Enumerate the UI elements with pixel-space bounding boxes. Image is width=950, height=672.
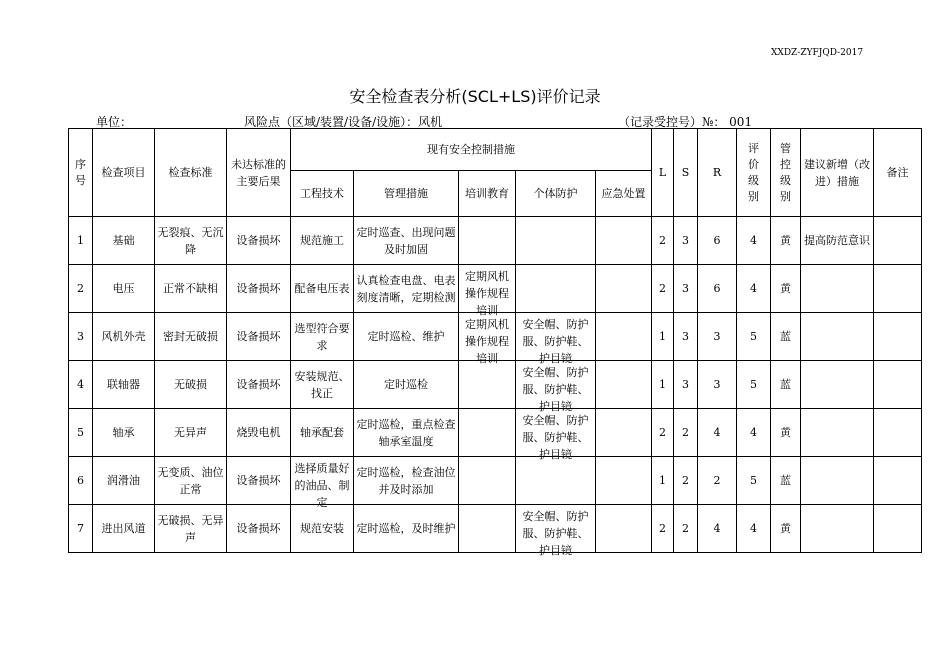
cell-level: 4 xyxy=(737,505,771,553)
cell-R: 6 xyxy=(698,265,737,313)
cell-mgmt: 定时巡查、出现问题及时加固 xyxy=(354,217,459,265)
header-control: 管控级别 xyxy=(771,129,801,217)
cell-seq: 6 xyxy=(69,457,93,505)
cell-remark xyxy=(874,505,922,553)
cell-control: 黄 xyxy=(771,409,801,457)
cell-mgmt: 定时巡检、维护 xyxy=(354,313,459,361)
cell-train: 定期风机操作规程培训 xyxy=(459,313,516,361)
table-row xyxy=(69,361,922,409)
cell-mgmt: 定时巡检，及时维护 xyxy=(354,505,459,553)
cell-L: 1 xyxy=(652,313,674,361)
cell-L: 1 xyxy=(652,361,674,409)
cell-mgmt: 定时巡检，重点检查轴承室温度 xyxy=(354,409,459,457)
cell-remark xyxy=(874,265,922,313)
cell-emerg xyxy=(596,313,652,361)
cell-control: 黄 xyxy=(771,265,801,313)
cell-mgmt: 定时巡检 xyxy=(354,361,459,409)
cell-train: 定期风机操作规程培训 xyxy=(459,265,516,313)
cell-seq: 7 xyxy=(69,505,93,553)
cell-consequence: 设备损坏 xyxy=(227,313,291,361)
cell-standard: 无裂痕、无沉降 xyxy=(155,217,227,265)
cell-suggest xyxy=(801,457,874,505)
cell-emerg xyxy=(596,505,652,553)
cell-remark xyxy=(874,457,922,505)
cell-train xyxy=(459,457,516,505)
cell-consequence: 烧毁电机 xyxy=(227,409,291,457)
document-code: XXDZ-ZYFJQD-2017 xyxy=(771,48,864,58)
header-item: 检查项目 xyxy=(93,129,155,217)
cell-level: 5 xyxy=(737,313,771,361)
cell-ppe: 安全帽、防护服、防护鞋、护目镜 xyxy=(516,505,596,553)
cell-remark xyxy=(874,217,922,265)
cell-suggest: 提高防范意识 xyxy=(801,217,874,265)
cell-seq: 4 xyxy=(69,361,93,409)
header-consequence: 未达标准的主要后果 xyxy=(227,129,291,217)
cell-seq: 5 xyxy=(69,409,93,457)
cell-emerg xyxy=(596,361,652,409)
header-remark: 备注 xyxy=(874,129,922,217)
cell-control: 黄 xyxy=(771,217,801,265)
cell-L: 2 xyxy=(652,265,674,313)
cell-S: 2 xyxy=(674,409,698,457)
cell-suggest xyxy=(801,313,874,361)
cell-R: 4 xyxy=(698,505,737,553)
cell-S: 2 xyxy=(674,457,698,505)
cell-ppe xyxy=(516,265,596,313)
cell-emerg xyxy=(596,409,652,457)
cell-remark xyxy=(874,409,922,457)
cell-eng: 配备电压表 xyxy=(291,265,354,313)
cell-R: 6 xyxy=(698,217,737,265)
cell-suggest xyxy=(801,265,874,313)
cell-mgmt: 认真检查电盘、电表刻度清晰，定期检测 xyxy=(354,265,459,313)
cell-train xyxy=(459,217,516,265)
cell-emerg xyxy=(596,457,652,505)
table-row xyxy=(69,409,922,457)
header-standard: 检查标准 xyxy=(155,129,227,217)
table-row xyxy=(69,265,922,313)
cell-control: 蓝 xyxy=(771,457,801,505)
cell-R: 2 xyxy=(698,457,737,505)
header-management: 管理措施 xyxy=(354,171,459,217)
cell-consequence: 设备损坏 xyxy=(227,361,291,409)
header-r: R xyxy=(698,129,737,217)
cell-L: 2 xyxy=(652,505,674,553)
cell-item: 联轴器 xyxy=(93,361,155,409)
cell-level: 5 xyxy=(737,457,771,505)
cell-eng: 安装规范、找正 xyxy=(291,361,354,409)
evaluation-table xyxy=(68,128,922,557)
cell-remark xyxy=(874,361,922,409)
record-number: （记录受控号）№： 001 xyxy=(618,115,753,129)
cell-control: 黄 xyxy=(771,505,801,553)
header-emergency: 应急处置 xyxy=(596,171,652,217)
table-row xyxy=(69,217,922,265)
cell-ppe xyxy=(516,457,596,505)
cell-item: 润滑油 xyxy=(93,457,155,505)
cell-remark xyxy=(874,313,922,361)
cell-standard: 无变质、油位正常 xyxy=(155,457,227,505)
cell-item: 电压 xyxy=(93,265,155,313)
table-row xyxy=(69,457,922,505)
cell-R: 4 xyxy=(698,409,737,457)
cell-standard: 正常不缺相 xyxy=(155,265,227,313)
header-engineering: 工程技术 xyxy=(291,171,354,217)
cell-mgmt: 定时巡检，检查油位并及时添加 xyxy=(354,457,459,505)
header-seq: 序号 xyxy=(69,129,93,217)
cell-standard: 无破损 xyxy=(155,361,227,409)
header-training: 培训教育 xyxy=(459,171,516,217)
cell-S: 3 xyxy=(674,361,698,409)
cell-ppe: 安全帽、防护服、防护鞋、护目镜 xyxy=(516,313,596,361)
header-ppe: 个体防护 xyxy=(516,171,596,217)
cell-ppe: 安全帽、防护服、防护鞋、护目镜 xyxy=(516,361,596,409)
cell-item: 基础 xyxy=(93,217,155,265)
cell-eng: 规范施工 xyxy=(291,217,354,265)
cell-eng: 选型符合要求 xyxy=(291,313,354,361)
cell-control: 蓝 xyxy=(771,361,801,409)
header-level: 评价级别 xyxy=(737,129,771,217)
cell-eng: 规范安装 xyxy=(291,505,354,553)
cell-emerg xyxy=(596,265,652,313)
header-l: L xyxy=(652,129,674,217)
table-body xyxy=(69,217,922,557)
cell-suggest xyxy=(801,409,874,457)
cell-train xyxy=(459,505,516,553)
cell-S: 2 xyxy=(674,505,698,553)
cell-ppe: 安全帽、防护服、防护鞋、护目镜 xyxy=(516,409,596,457)
cell-consequence: 设备损坏 xyxy=(227,265,291,313)
cell-S: 3 xyxy=(674,313,698,361)
cell-seq: 3 xyxy=(69,313,93,361)
cell-L: 2 xyxy=(652,409,674,457)
cell-L: 1 xyxy=(652,457,674,505)
cell-R: 3 xyxy=(698,361,737,409)
cell-eng: 轴承配套 xyxy=(291,409,354,457)
cell-consequence: 设备损坏 xyxy=(227,217,291,265)
cell-item: 风机外壳 xyxy=(93,313,155,361)
unit-label: 单位： xyxy=(96,115,133,129)
cell-standard: 无破损、无异声 xyxy=(155,505,227,553)
risk-point-label: 风险点（区域/装置/设备/设施）：风机 xyxy=(244,115,443,129)
cell-eng: 选择质量好的油品、制定 xyxy=(291,457,354,505)
cell-item: 轴承 xyxy=(93,409,155,457)
cell-level: 4 xyxy=(737,217,771,265)
cell-S: 3 xyxy=(674,217,698,265)
cell-R: 3 xyxy=(698,313,737,361)
cell-suggest xyxy=(801,361,874,409)
table-row xyxy=(69,313,922,361)
header-suggest: 建议新增（改进）措施 xyxy=(801,129,874,217)
cell-item: 进出风道 xyxy=(93,505,155,553)
cell-train xyxy=(459,409,516,457)
page-title: 安全检查表分析(SCL+LS)评价记录 xyxy=(349,87,601,106)
header-s: S xyxy=(674,129,698,217)
cell-standard: 无异声 xyxy=(155,409,227,457)
cell-seq: 2 xyxy=(69,265,93,313)
cell-level: 4 xyxy=(737,409,771,457)
cell-S: 3 xyxy=(674,265,698,313)
cell-seq: 1 xyxy=(69,217,93,265)
cell-ppe xyxy=(516,217,596,265)
cell-L: 2 xyxy=(652,217,674,265)
cell-emerg xyxy=(596,217,652,265)
cell-control: 蓝 xyxy=(771,313,801,361)
cell-consequence: 设备损坏 xyxy=(227,505,291,553)
cell-standard: 密封无破损 xyxy=(155,313,227,361)
cell-train xyxy=(459,361,516,409)
cell-level: 4 xyxy=(737,265,771,313)
cell-suggest xyxy=(801,505,874,553)
cell-level: 5 xyxy=(737,361,771,409)
table-row xyxy=(69,505,922,553)
cell-consequence: 设备损坏 xyxy=(227,457,291,505)
header-measures: 现有安全控制措施 xyxy=(291,129,652,171)
